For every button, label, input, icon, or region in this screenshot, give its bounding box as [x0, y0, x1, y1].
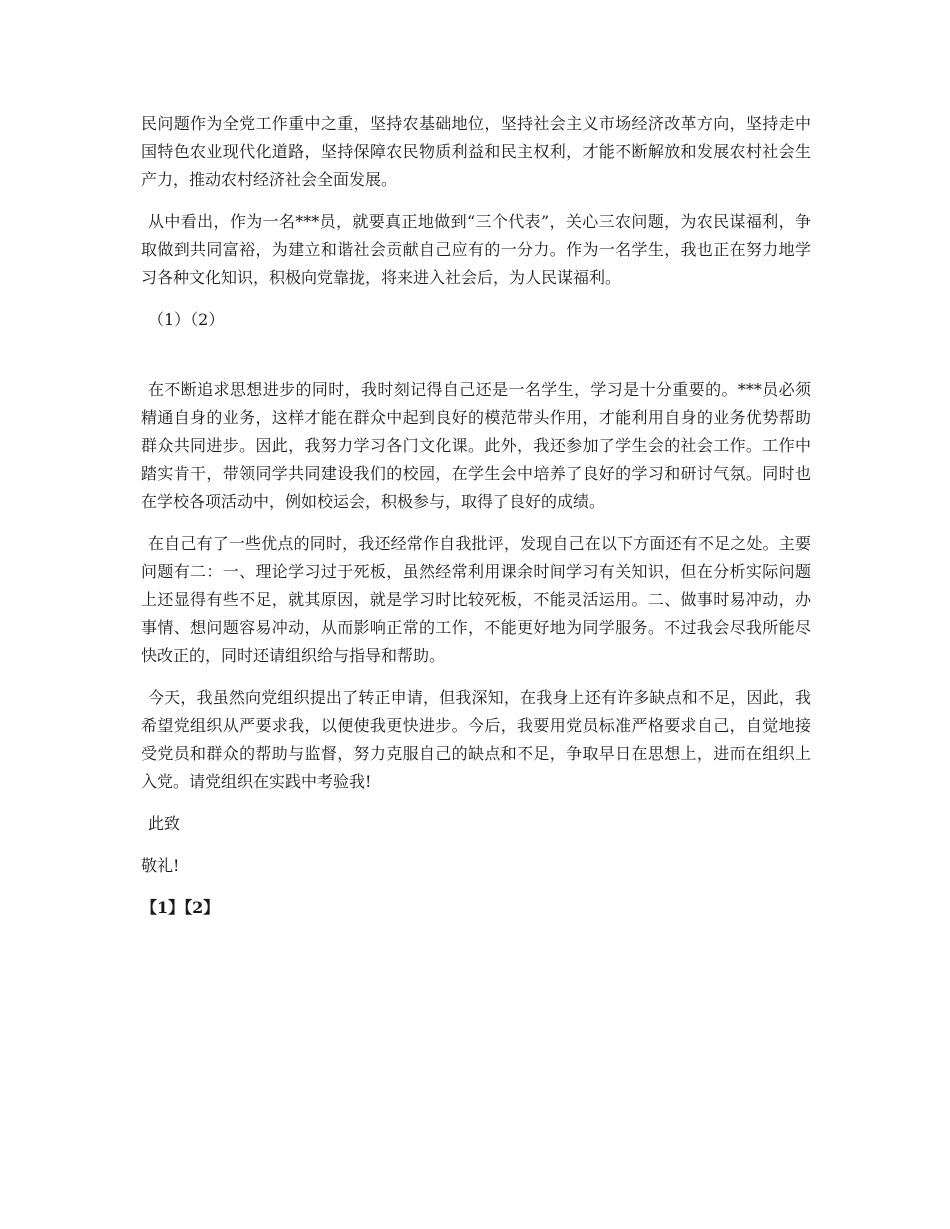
closing-salutation: 此致 — [148, 814, 181, 833]
page-links-bottom[interactable]: 【1】【2】 — [141, 898, 220, 917]
paragraph-self-criticism: 在自己有了一些优点的同时，我还经常作自我批评，发现自己在以下方面还有不足之处。主要问题有二：一、理论学习过于死板，虽然经常利用课余时间学习有关知识，但在分析实际问题上还显得有些不足，就其原因，就是学习时比较死板，不能灵活运用。二、做事时易冲动，办事情、想问题容易冲动，从而影响正常的工作，不能更好地为同学服务。不过我会尽我所能尽快改正的，同时还请组织给与指导和帮助。 — [141, 534, 811, 665]
closing-regards: 敬礼! — [141, 856, 180, 875]
document-body — [141, 110, 811, 936]
paragraph-rural-issues: 民问题作为全党工作重中之重，坚持农基础地位，坚持社会主义市场经济改革方向，坚持走中国特色农业现代化道路，坚持保障农民物质利益和民主权利，才能不断解放和发展农村社会生产力，推动农村经济社会全面发展。 — [141, 114, 811, 189]
paragraph-application: 今天，我虽然向党组织提出了转正申请，但我深知，在我身上还有许多缺点和不足，因此，我希望党组织从严要求我，以便使我更快进步。今后，我要用党员标准严格要求自己，自觉地接受党员和群众的帮助与监督，努力克服自己的缺点和不足，争取早日在思想上，进而在组织上入党。请党组织在实践中考验我! — [141, 688, 811, 791]
paragraph-study: 在不断追求思想进步的同时，我时刻记得自己还是一名学生，学习是十分重要的。***员必须精通自身的业务，这样才能在群众中起到良好的模范带头作用，才能利用自身的业务优势帮助群众共同进步。因此，我努力学习各门文化课。此外，我还参加了学生会的社会工作。工作中踏实肯干，带领同学共同建设我们的校园，在学生会中培养了良好的学习和研讨气氛。同时也在学校各项活动中，例如校运会，积极参与，取得了良好的成绩。 — [141, 380, 811, 511]
paragraph-three-represents: 从中看出，作为一名***员，就要真正地做到“三个代表”，关心三农问题，为农民谋福利，争取做到共同富裕，为建立和谐社会贡献自己应有的一分力。作为一名学生，我也正在努力地学习各种文化知识，积极向党靠拢，将来进入社会后，为人民谋福利。 — [141, 212, 811, 287]
page-links-top[interactable]: （1）（2） — [148, 310, 225, 329]
